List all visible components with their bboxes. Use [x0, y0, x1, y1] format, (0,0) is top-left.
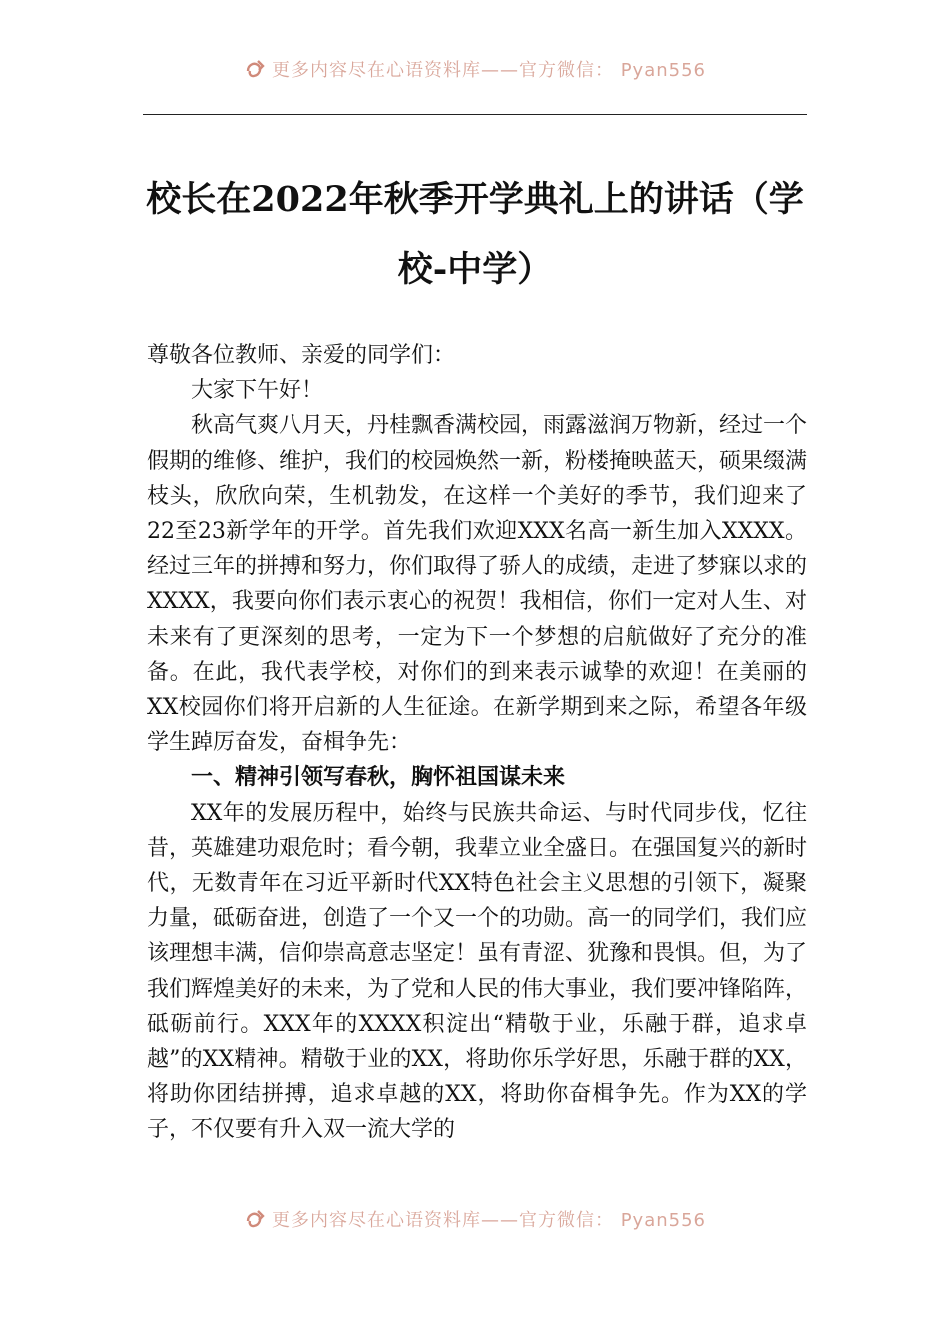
document-body: [147, 338, 807, 1148]
section-heading-1: 一、精神引领写春秋，胸怀祖国谋未来: [191, 765, 566, 791]
salutation: 尊敬各位教师、亲爱的同学们：: [147, 343, 456, 368]
paragraph-2: XX年的发展历程中，始终与民族共命运、与时代同步伐，忆往昔，英雄建功艰危时；看今朝，我辈立业全盛日。在强国复兴的新时代，无数青年在习近平新时代XX特色社会主义思想的引领下，凝聚力量，砥砺奋进，创造了一个又一个的功勋。高一的同学们，我们应该理想丰满，信仰崇高意志坚定！虽有青涩、犹豫和畏惧。但，为了我们辉煌美好的未来，为了党和人民的伟大事业，我们要冲锋陷阵，砥砺前行。XXX年的XXXX积淀出“精敬于业，乐融于群，追求卓越”的XX精神。精敬于业的XX，将助你乐学好思，乐融于群的XX，将助你团结拼搏，追求卓越的XX，将助你奋楫争先。作为XX的学子，不仅要有升入双一流大学的: [147, 800, 808, 1143]
logo-icon: [244, 57, 268, 81]
watermark-text: 更多内容尽在心语资料库——官方微信： Pyan556: [271, 60, 707, 81]
paragraph-1: 秋高气爽八月天，丹桂飘香满校园，雨露滋润万物新，经过一个假期的维修、维护，我们的校园焕然一新，粉楼掩映蓝天，硕果缀满枝头，欣欣向荣，生机勃发，在这样一个美好的季节，我们迎来了22至23新学年的开学。首先我们欢迎XXX名高一新生加入XXXX。经过三年的拼搏和努力，你们取得了骄人的成绩，走进了梦寐以求的XXXX，我要向你们表示衷心的祝贺！我相信，你们一定对人生、对未来有了更深刻的思考，一定为下一个梦想的启航做好了充分的准备。在此，我代表学校，对你们的到来表示诚挚的欢迎！在美丽的XX校园你们将开启新的人生征途。在新学期到来之际，希望各年级学生踔厉奋发，奋楫争先：: [147, 413, 808, 756]
watermark-footer: [0, 1206, 950, 1232]
document-title: 校长在2022年秋季开学典礼上的讲话（学校-中学）: [146, 179, 804, 290]
watermark-header: [0, 56, 950, 82]
watermark-text: 更多内容尽在心语资料库——官方微信： Pyan556: [271, 1210, 707, 1231]
logo-icon: [244, 1207, 268, 1231]
greeting: 大家下午好！: [191, 378, 324, 404]
header-divider: [143, 114, 807, 115]
